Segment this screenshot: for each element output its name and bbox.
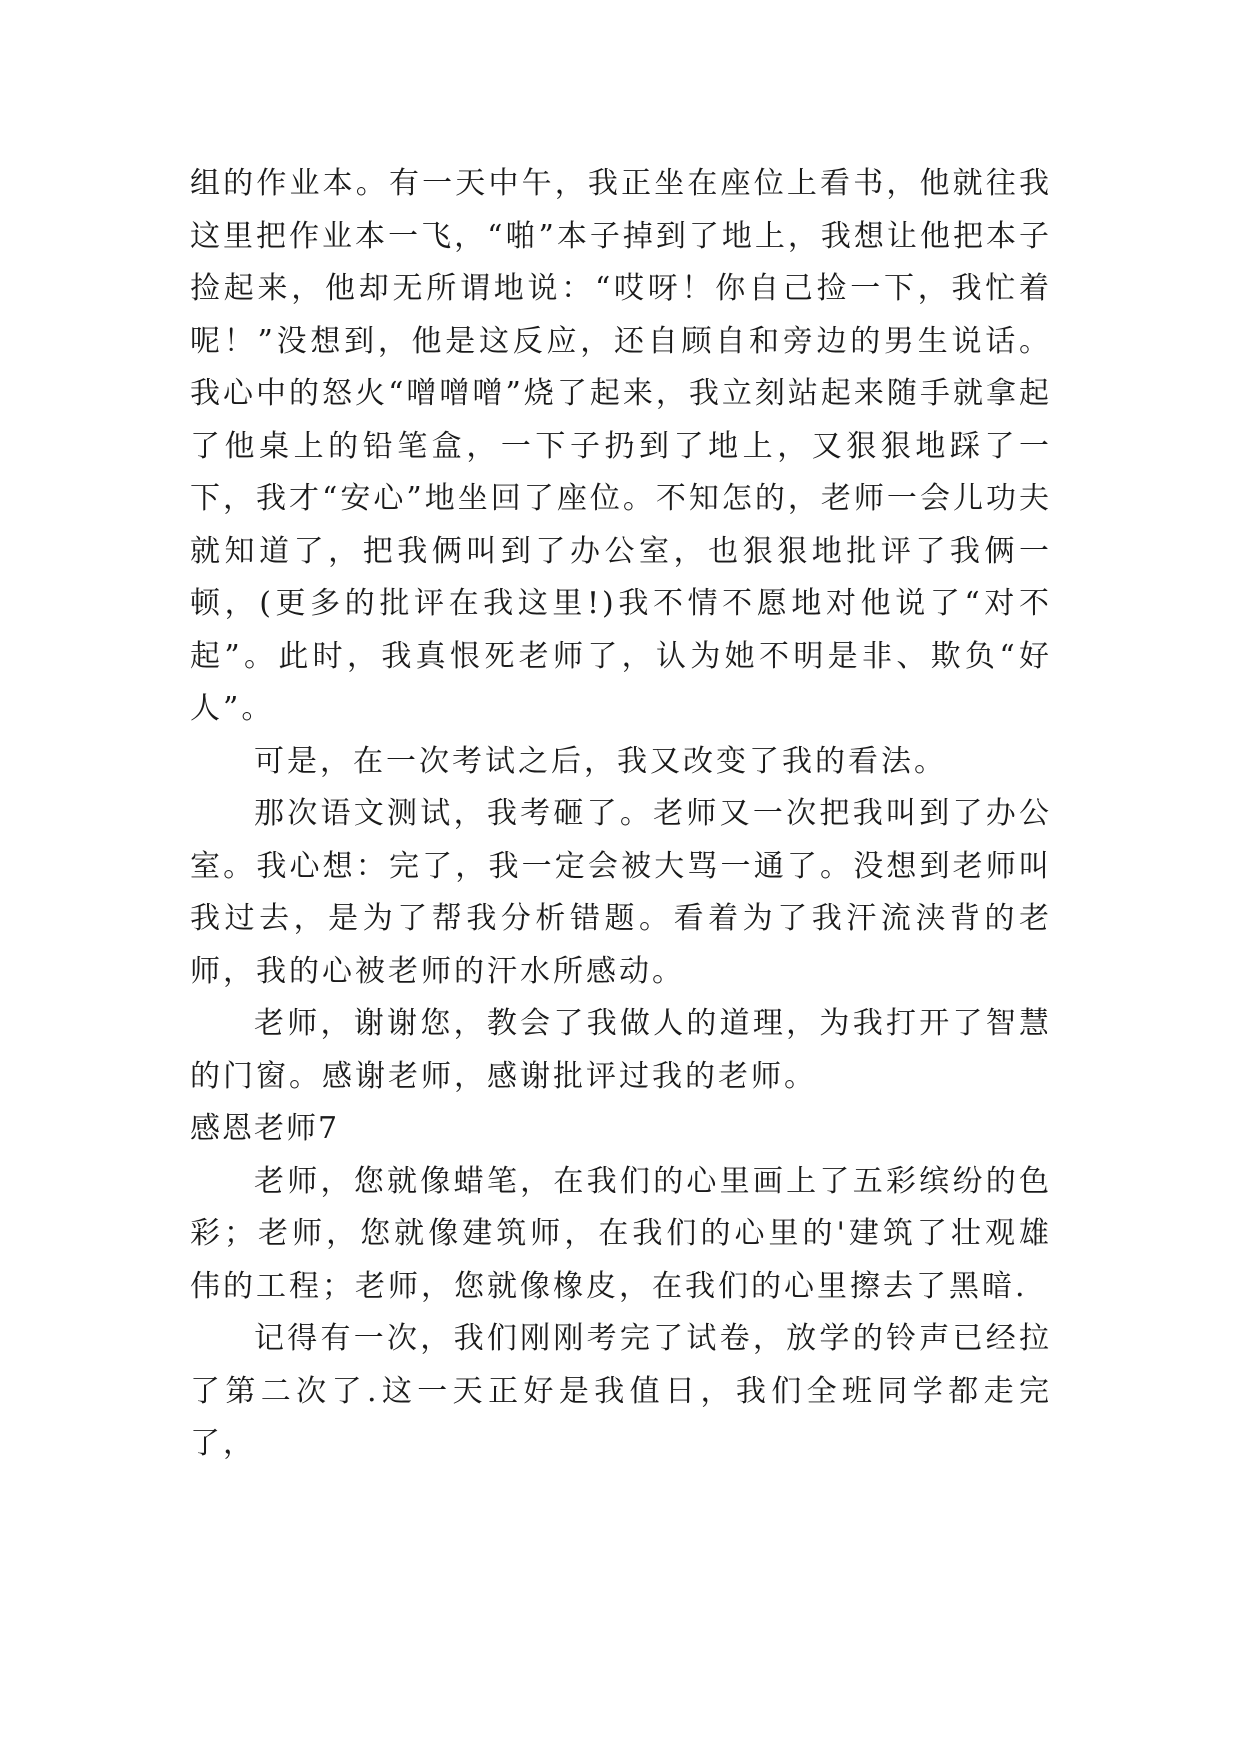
paragraph: 那次语文测试，我考砸了。老师又一次把我叫到了办公室。我心想：完了，我一定会被大骂一通了。没想到老师叫我过去，是为了帮我分析错题。看着为了我汗流浃背的老师，我的心被老师的汗水所感动。 (190, 796, 1052, 989)
section-title: 感恩老师7 (190, 1111, 340, 1146)
paragraph: 可是，在一次考试之后，我又改变了我的看法。 (254, 743, 947, 779)
paragraph: 老师，谢谢您，教会了我做人的道理，为我打开了智慧的门窗。感谢老师，感谢批评过我的老师。 (190, 1006, 1052, 1094)
paragraph: 记得有一次，我们刚刚考完了试卷，放学的铃声已经拉了第二次了.这一天正好是我值日，我们全班同学都走完了， (190, 1321, 1052, 1461)
paragraph: 组的作业本。有一天中午，我正坐在座位上看书，他就往我这里把作业本一飞，“啪”本子掉到了地上，我想让他把本子捡起来，他却无所谓地说：“哎呀！你自己捡一下，我忙着呢！”没想到，他是这反应，还自顾自和旁边的男生说话。我心中的怒火“噌噌噌”烧了起来，我立刻站起来随手就拿起了他桌上的铅笔盒，一下子扔到了地上，又狠狠地踩了一下，我才“安心”地坐回了座位。不知怎的，老师一会儿功夫就知道了，把我俩叫到了办公室，也狠狠地批评了我俩一顿，(更多的批评在我这里!)我不情不愿地对他说了“对不起”。此时，我真恨死老师了，认为她不明是非、欺负“好人”。 (190, 166, 1052, 726)
document-body (190, 158, 1052, 1471)
paragraph: 老师，您就像蜡笔，在我们的心里画上了五彩缤纷的色彩；老师，您就像建筑师，在我们的心里的'建筑了壮观雄伟的工程；老师，您就像橡皮，在我们的心里擦去了黑暗. (190, 1163, 1052, 1304)
